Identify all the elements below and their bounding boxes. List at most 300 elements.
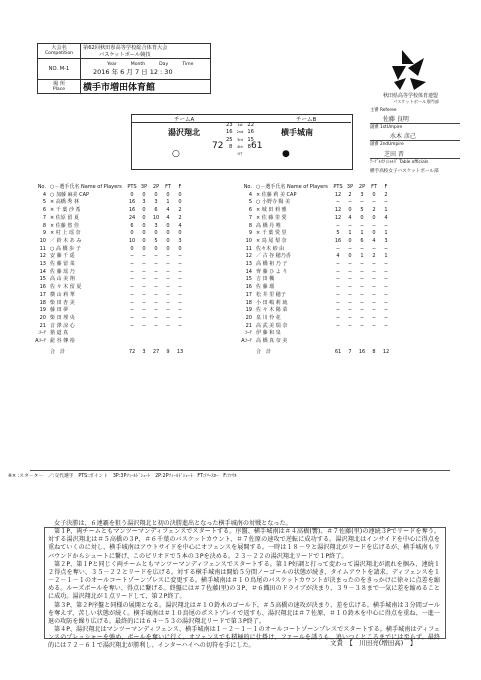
player-ft: 4 — [166, 207, 170, 214]
quarter-row — [226, 144, 254, 151]
player-row — [30, 338, 186, 346]
teamA-result: ○ — [172, 149, 180, 159]
player-fouls: − — [177, 284, 183, 291]
player-number: 12 — [245, 253, 252, 260]
player-ft: − — [165, 307, 171, 314]
player-row — [236, 338, 392, 346]
player-row — [236, 330, 392, 338]
player-pts: − — [129, 299, 135, 306]
player-ft: 4 — [372, 237, 376, 244]
player-row — [30, 307, 186, 315]
player-name: 佐 藤 留 菜 — [50, 261, 75, 268]
teamA-name: 湯沢翔北 — [168, 128, 200, 137]
player-pts — [332, 330, 344, 338]
player-ft: − — [165, 299, 171, 306]
player-pts: − — [335, 199, 341, 206]
player-fouls: 3 — [384, 237, 388, 244]
player-3p: − — [347, 307, 353, 314]
player-ft: − — [371, 307, 377, 314]
player-pts: 6 — [130, 222, 134, 229]
player-fouls: − — [177, 276, 183, 283]
player-row — [30, 238, 186, 246]
player-number: 18 — [245, 299, 252, 306]
player-name: 藤 田 夢 — [50, 307, 69, 314]
q2-tag: 2nd — [236, 130, 244, 135]
player-ft: − — [165, 276, 171, 283]
player-fouls: 4 — [384, 214, 388, 221]
player-ft: − — [371, 322, 377, 329]
player-name: ／ 古 谷 穂乃香 — [256, 253, 291, 260]
player-name: 佐々木 紗 由 — [256, 245, 285, 252]
player-ft: − — [371, 199, 377, 206]
place-label: 場 所 — [52, 80, 66, 87]
col-f: F — [178, 184, 182, 190]
author: 文責 【 川田亮(増田高) 】 — [330, 639, 417, 647]
referee-label: 主審 Referee — [370, 108, 397, 113]
player-name: × 千 葉 愛 里 — [256, 230, 287, 237]
player-pts: 0 — [130, 230, 134, 237]
player-3p: − — [141, 268, 147, 275]
player-3p: − — [347, 276, 353, 283]
player-pts: − — [129, 261, 135, 268]
player-2p — [356, 330, 368, 338]
place-value: 横手市増田体育館 — [83, 83, 156, 93]
player-number: 4 — [42, 191, 46, 198]
player-fouls: 13 — [176, 348, 184, 355]
player-3p: 0 — [142, 207, 146, 214]
player-row — [30, 276, 186, 284]
player-row — [30, 261, 186, 269]
player-name: 齊 藤 ひ よ り — [256, 268, 288, 275]
player-ft: − — [165, 268, 171, 275]
q1-tag: 1st — [237, 123, 243, 127]
player-2p: − — [359, 314, 365, 321]
player-name: × 佐藤 莉 美 CAP — [256, 191, 297, 198]
player-name: 高 山 美 翔 — [50, 276, 75, 283]
player-ft: − — [371, 276, 377, 283]
q4-b: 8 — [247, 143, 251, 150]
day-head: Day — [159, 62, 169, 67]
player-fouls: 4 — [178, 222, 182, 229]
player-3p: − — [347, 261, 353, 268]
player-number: 5 — [42, 199, 46, 206]
player-2p: 3 — [360, 191, 364, 198]
quarter-row — [226, 151, 254, 158]
player-2p: 0 — [360, 214, 364, 221]
player-name: 横 山 莉 華 — [50, 291, 75, 298]
player-2p: 3 — [154, 222, 158, 229]
player-fouls — [174, 338, 186, 346]
q3-tag: 3rd — [237, 137, 243, 142]
player-pts: − — [335, 276, 341, 283]
player-name: 合 計 — [256, 348, 272, 355]
no-cell — [38, 59, 81, 80]
player-2p: − — [359, 307, 365, 314]
col-2p: 2P — [152, 184, 160, 190]
col-name: ○－選手氏名 Name of Players — [256, 184, 328, 190]
player-ft: − — [371, 299, 377, 306]
player-2p: 0 — [154, 245, 158, 252]
no-value: M-1 — [59, 66, 70, 72]
player-row — [30, 315, 186, 323]
player-row — [30, 207, 186, 215]
player-name: ○ 加藤 麻美 CAP — [50, 191, 90, 198]
place-value-cell — [81, 80, 211, 94]
player-ft: 0 — [372, 191, 376, 198]
player-3p: 0 — [142, 222, 146, 229]
col-3p: 3P — [346, 184, 354, 190]
player-row — [30, 253, 186, 261]
player-3p — [344, 338, 356, 346]
legend-divider — [30, 470, 450, 471]
player-3p: − — [141, 299, 147, 306]
player-ft: − — [371, 222, 377, 229]
q2-a: 16 — [226, 129, 233, 136]
player-ft: − — [165, 314, 171, 321]
col-pts: PTS — [333, 184, 343, 190]
player-3p: − — [141, 322, 147, 329]
player-name: 柴 田 杏 美 — [50, 299, 75, 306]
player-number — [236, 349, 252, 357]
player-ft: − — [371, 268, 377, 275]
player-3p: 0 — [348, 207, 352, 214]
player-number: 9 — [248, 230, 252, 237]
col-name: ○－選手氏名 Name of Players — [50, 184, 122, 190]
player-2p: 10 — [152, 214, 160, 221]
player-name: 吉 田 楓 — [256, 276, 275, 283]
player-number: 5 — [248, 199, 252, 206]
player-3p: − — [141, 261, 147, 268]
player-number: 10 — [39, 237, 46, 244]
player-row — [236, 207, 392, 215]
player-ft: 0 — [166, 237, 170, 244]
player-3p: − — [141, 284, 147, 291]
umpire1-name: 水木 彦己 — [390, 133, 416, 140]
player-3p: 0 — [142, 245, 146, 252]
time-head: Time — [182, 62, 194, 67]
player-2p: 16 — [358, 348, 366, 355]
player-2p: − — [153, 276, 159, 283]
player-name: 高 橋 丹 唯 — [256, 222, 281, 229]
player-3p — [138, 330, 150, 338]
player-fouls: − — [383, 284, 389, 291]
report-paragraph: 女子決勝は、６連覇を狙う湯沢翔北と初の決勝進出となった横手城南の対戦となった。 — [54, 520, 292, 527]
player-3p: − — [347, 222, 353, 229]
federation-logo — [388, 48, 434, 92]
referee-name: 佐藤 良明 — [383, 116, 409, 123]
player-ft: 0 — [372, 230, 376, 237]
player-fouls — [380, 330, 392, 338]
player-ft: 0 — [166, 222, 170, 229]
report-paragraph: 第３P、第２P序盤と同様の展開となる。湯沢翔北は＃１０鈴木のゴール下、＃５高橋の速攻が決まり、差を広げる。横手城南は３分間ゴールを奪えず、苦しい状態が続く。横手城南は＃１０鳥尾のポストプレイで返すも、湯沢翔北は＃７佐原、＃１０鈴木を中心に得点を重ね、一進一退の攻防を繰り広げる。最終的には６４－５３の湯沢翔北リードで第３P終了。 — [48, 601, 440, 625]
player-pts: 16 — [128, 199, 136, 206]
player-3p — [138, 338, 150, 346]
player-2p: 27 — [152, 348, 160, 355]
player-pts — [332, 338, 344, 346]
player-3p: 0 — [142, 191, 146, 198]
player-row — [236, 261, 392, 269]
player-pts: − — [335, 307, 341, 314]
player-name: × 佐 藤 里 愛 — [256, 214, 287, 221]
player-ft: 0 — [166, 230, 170, 237]
player-fouls: − — [383, 222, 389, 229]
player-ft: − — [371, 314, 377, 321]
player-ft: 0 — [372, 214, 376, 221]
player-pts: − — [335, 299, 341, 306]
player-2p: − — [359, 261, 365, 268]
player-number: 9 — [42, 230, 46, 237]
player-2p: − — [359, 322, 365, 329]
col-3p: 3P — [140, 184, 148, 190]
player-ft: − — [165, 284, 171, 291]
player-pts: − — [335, 314, 341, 321]
quarter-row — [226, 129, 254, 136]
player-pts: − — [129, 314, 135, 321]
player-pts: − — [335, 284, 341, 291]
roster-teamB — [236, 184, 392, 356]
player-fouls — [174, 330, 186, 338]
player-2p: − — [359, 284, 365, 291]
player-name: 伊 藤 和 泉 — [256, 330, 281, 337]
player-2p: − — [153, 307, 159, 314]
player-ft: − — [371, 291, 377, 298]
player-2p: − — [359, 222, 365, 229]
player-name: 高 橋 真 奈 美 — [256, 338, 288, 345]
player-fouls: − — [383, 291, 389, 298]
player-2p — [356, 338, 368, 346]
umpire2-label: 副審 2ndUmpire — [370, 142, 404, 147]
player-fouls: − — [177, 261, 183, 268]
quarter-row — [226, 122, 254, 129]
player-pts: − — [129, 276, 135, 283]
player-row — [236, 230, 392, 238]
q1-b: 22 — [247, 122, 254, 128]
player-fouls: − — [177, 322, 183, 329]
player-name: 合 計 — [50, 348, 66, 355]
player-fouls: − — [177, 299, 183, 306]
date-value: 2016 年 6 月 7 日 12 : 30 — [93, 68, 173, 76]
player-pts: − — [129, 284, 135, 291]
player-fouls: 1 — [384, 230, 388, 237]
player-3p: 3 — [142, 199, 146, 206]
player-3p: − — [141, 253, 147, 260]
player-ft: − — [371, 284, 377, 291]
player-pts: 10 — [128, 237, 136, 244]
player-number: 16 — [39, 284, 46, 291]
player-3p: − — [347, 284, 353, 291]
player-pts: 12 — [334, 191, 342, 198]
player-ft: 9 — [166, 348, 170, 355]
table-officials-label: ﾃｰﾌﾞﾙｵﾌｨｼｬﾙｽﾞ Table officials — [370, 160, 429, 165]
player-number: 17 — [245, 291, 252, 298]
player-2p: − — [153, 268, 159, 275]
legend: ※× :スタ－タ－ ／:交代選手 PTS:ポイント 3P:3Pﾌｨｰﾙﾄﾞｼｭｰﾄ 2P:2Pﾌｨｰﾙﾄﾞｼｭｰﾄ FT:ﾌﾘｰｽﾛｰ F:ﾌｧｳﾙ — [8, 474, 237, 479]
player-number: 11 — [39, 245, 46, 252]
player-2p: − — [153, 314, 159, 321]
player-name: 猪 道 真 — [50, 330, 69, 337]
header-table — [37, 43, 211, 94]
player-3p — [344, 330, 356, 338]
player-2p: − — [359, 291, 365, 298]
player-pts: 5 — [336, 230, 340, 237]
player-pts: − — [129, 268, 135, 275]
player-number: 14 — [245, 268, 252, 275]
player-3p: 0 — [142, 237, 146, 244]
place-label-en: Place — [52, 86, 66, 92]
teamB-result: ● — [282, 149, 290, 159]
player-pts — [126, 338, 138, 346]
player-3p: − — [347, 199, 353, 206]
player-fouls: − — [177, 307, 183, 314]
player-fouls: − — [383, 199, 389, 206]
q4-a: 8 — [229, 143, 233, 150]
player-ft: 0 — [166, 191, 170, 198]
player-number: 13 — [39, 261, 46, 268]
player-row — [236, 284, 392, 292]
player-ft: 4 — [166, 214, 170, 221]
player-number: 21 — [39, 322, 46, 329]
ot-tag: OT — [237, 152, 243, 157]
player-ft: 2 — [372, 253, 376, 260]
player-number: 4 — [248, 191, 252, 198]
player-2p: 1 — [360, 253, 364, 260]
player-number: 17 — [39, 291, 46, 298]
player-number: 18 — [39, 299, 46, 306]
player-fouls: 12 — [382, 348, 390, 355]
player-ft — [368, 338, 380, 346]
player-ft: − — [165, 253, 171, 260]
player-2p: − — [359, 199, 365, 206]
player-3p: − — [141, 314, 147, 321]
event-name: バスケットボール競技 — [99, 52, 151, 58]
player-2p: 0 — [154, 191, 158, 198]
player-number: 11 — [245, 245, 252, 252]
player-2p: 0 — [154, 230, 158, 237]
player-fouls: 0 — [178, 199, 182, 206]
player-pts: 16 — [128, 207, 136, 214]
teamA-total: 72 — [212, 141, 224, 151]
quarter-scores — [226, 122, 254, 158]
player-number: 14 — [39, 268, 46, 275]
player-name: 小 田 嶋 莉 琉 — [256, 299, 288, 306]
player-row — [236, 199, 392, 207]
player-3p: 4 — [348, 214, 352, 221]
player-ft: 8 — [372, 348, 376, 355]
col-ft: FT — [371, 184, 377, 190]
player-ft: − — [165, 261, 171, 268]
player-row — [30, 230, 186, 238]
player-pts: − — [335, 291, 341, 298]
player-ft: 1 — [166, 199, 170, 206]
player-pts — [126, 330, 138, 338]
roster-rows — [30, 192, 186, 357]
roster-header — [236, 184, 392, 192]
q3-b: 15 — [247, 136, 254, 143]
player-number: 8 — [248, 222, 252, 229]
player-number: 10 — [245, 237, 252, 244]
player-number: 6 — [42, 207, 46, 214]
player-pts: − — [129, 322, 135, 329]
report-paragraph: 第２P、第１Pと同じく両チームともマンツーマンディフェンスでスタートする。第１P好調と打って変わって湯沢翔北が流れを掴み、連続１２得点を奪い、３５－２２とリードを広げる。対する横手城南は開始５分間ノーゴールの状態が続き、タイムアウトを請求。ディフェンスを１－２－１－１のオールコートゾーンプレスに変更する。横手城南は＃１０鳥尾のバスケットカウントが決まったのをきっかけに徐々に点差を縮める。ルーズボールを奪い、得点に繋げる。終盤には＃７佐藤(里)の３P、＃６織田のドライブが決まり、３９－３８まで一気に差を縮めることに成功。湯沢翔北が１点リードして、第２P終了。 — [48, 560, 440, 601]
player-3p: − — [141, 276, 147, 283]
q1-a: 23 — [226, 122, 233, 128]
col-ft: FT — [165, 184, 171, 190]
player-pts: − — [335, 261, 341, 268]
player-name: 泉 川 怜 花 — [256, 314, 281, 321]
col-2p: 2P — [358, 184, 366, 190]
player-number — [30, 349, 46, 357]
player-number: ｺｰﾁ — [244, 330, 252, 337]
player-2p: − — [153, 284, 159, 291]
player-name: ／ 鈴 木 あ み — [50, 237, 82, 244]
report-paragraph: 第１P、両チームともマンツーマンディフェンスでスタートする。序盤、横手城南は＃４高橋(響)、＃７佐藤(里)の連続３Pでリードを奪う。対する湯沢翔北は＃５高橋の３P、＃６千葉のバスケットカウント、＃７佐原の速攻で逆転に成功する。湯沢翔北はインサイドを中心に得点を重ねていくのに対し、横手城南はアウトサイドを中心にオフェンスを展開する。一時は１８－９と湯沢翔北がリードを広げるが、横手城南もリバウンドからシュートに繋げ、このピリオドで５本の３Pを決める。２３－２２の湯沢翔北リードで１P終了。 — [48, 528, 440, 560]
player-name: ○ 小野寺 陽 美 — [256, 199, 291, 206]
player-number: Aｺｰﾁ — [35, 338, 46, 345]
roster-rows — [236, 192, 392, 357]
report-paragraph: 第４P、湯沢翔北はマンツーマンディフェンス、横手城南は１－２－１－１のオールコートゾーンプレスでスタートする。横手城南はディフェンスのプレッシャーを強め、ボールを奪いに行く。オフェンスでも積極的に仕掛け、ファールを誘うも、追いつくところまでには至らず。最終的には７２－６１で湯沢翔北が勝利し、インターハイへの切符を手にした。 — [48, 626, 440, 650]
player-row — [236, 215, 392, 223]
player-number: 19 — [245, 307, 252, 314]
place-label-cell — [38, 80, 81, 94]
player-number: ｺｰﾁ — [38, 330, 46, 337]
player-row — [236, 276, 392, 284]
date-cell — [81, 59, 211, 80]
col-f: F — [384, 184, 388, 190]
player-ft: 2 — [372, 207, 376, 214]
player-row — [30, 284, 186, 292]
player-fouls — [380, 338, 392, 346]
player-pts: − — [129, 307, 135, 314]
player-number: 16 — [245, 284, 252, 291]
player-fouls: − — [383, 261, 389, 268]
player-pts: 61 — [334, 348, 342, 355]
player-fouls: 0 — [178, 191, 182, 198]
player-fouls: − — [177, 268, 183, 275]
player-row — [30, 330, 186, 338]
player-3p: − — [141, 307, 147, 314]
total-row — [236, 349, 392, 357]
q2-b: 16 — [247, 129, 254, 136]
player-fouls: − — [383, 299, 389, 306]
teamB-total: 61 — [251, 141, 263, 151]
player-2p: − — [359, 276, 365, 283]
teamB-name: 横手城南 — [281, 128, 313, 137]
player-pts: − — [335, 245, 341, 252]
player-pts: − — [129, 253, 135, 260]
player-3p: 0 — [348, 253, 352, 260]
player-number: Aｺｰﾁ — [241, 338, 252, 345]
player-row — [236, 292, 392, 300]
player-pts: 4 — [336, 253, 340, 260]
col-no: No. — [37, 184, 46, 190]
player-pts: 12 — [334, 214, 342, 221]
no-label: NO. — [48, 66, 59, 72]
player-ft — [368, 330, 380, 338]
player-pts: − — [335, 268, 341, 275]
umpire2-name: 芝田 晋 — [384, 151, 404, 158]
player-pts: 16 — [334, 237, 342, 244]
player-fouls: − — [177, 291, 183, 298]
player-row — [30, 292, 186, 300]
player-name: × 高橋 秀 林 — [50, 199, 79, 206]
player-fouls: 2 — [178, 214, 182, 221]
player-number: 19 — [39, 307, 46, 314]
total-row — [30, 349, 186, 357]
player-ft: − — [371, 261, 377, 268]
player-fouls: 3 — [178, 237, 182, 244]
player-fouls: − — [383, 307, 389, 314]
player-row — [236, 238, 392, 246]
